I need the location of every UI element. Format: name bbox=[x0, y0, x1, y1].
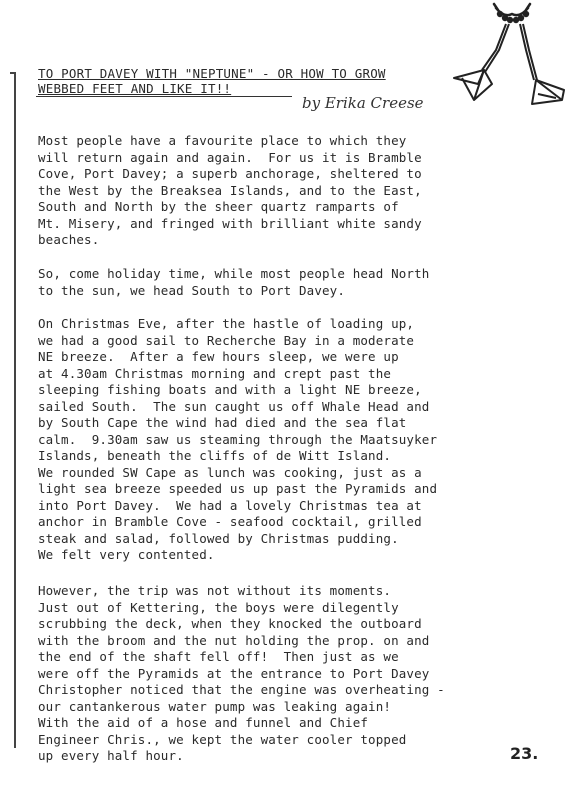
page-number: 23. bbox=[510, 744, 539, 763]
article-title bbox=[38, 66, 386, 96]
paragraph-4: However, the trip was not without its moments. Just out of Kettering, the boys were dilegently scrubbing the deck, when they knocked the outboard with the broom and the nut holding the prop. on and the end of the shaft fell off! Then just as we were off the Pyramids at the entrance to Port Davey Christopher noticed that the engine was overheating - our cantankerous water pump was leaking again! With the aid of a hose and funnel and Chief Engineer Chris., we kept the water cooler topped up every half hour. bbox=[38, 583, 445, 763]
paragraph-1: Most people have a favourite place to which they will return again and again. For us it is Bramble Cove, Port Davey; a superb anchorage, sheltered to the West by the Breaksea Islands, and to the East, South and North by the sheer quartz ramparts of Mt. Misery, and fringed with brilliant white sandy beaches. bbox=[38, 133, 422, 247]
title-underline bbox=[36, 96, 292, 97]
margin-bar bbox=[14, 72, 16, 748]
paragraph-2: So, come holiday time, while most people head North to the sun, we head South to Port Davey. bbox=[38, 266, 430, 298]
title-line-1: TO PORT DAVEY WITH "NEPTUNE" - OR HOW TO GROW bbox=[38, 66, 386, 81]
margin-tick bbox=[10, 72, 16, 74]
title-line-2: WEBBED FEET AND LIKE IT!! bbox=[38, 81, 232, 96]
paragraph-3: On Christmas Eve, after the hastle of loading up, we had a good sail to Recherche Bay in a moderate NE breeze. After a few hours sleep, we were up at 4.30am Christmas morning and crept past the sleeping fishing boats and with a light NE breeze, sailed South. The sun caught us off Whale Head and by South Cape the wind had died and the sea flat calm. 9.30am saw us steaming through the Maatsuyker Islands, beneath the cliffs of de Witt Island. We rounded SW Cape as lunch was cooking, just as a light sea breeze speeded us up past the Pyramids and into Port Davey. We had a lovely Christmas tea at anchor in Bramble Cove - seafood cocktail, grilled steak and salad, followed by Christmas pudding. We felt very contented. bbox=[38, 316, 438, 562]
byline: by Erika Creese bbox=[302, 94, 424, 112]
webbed-feet-icon bbox=[452, 0, 572, 115]
